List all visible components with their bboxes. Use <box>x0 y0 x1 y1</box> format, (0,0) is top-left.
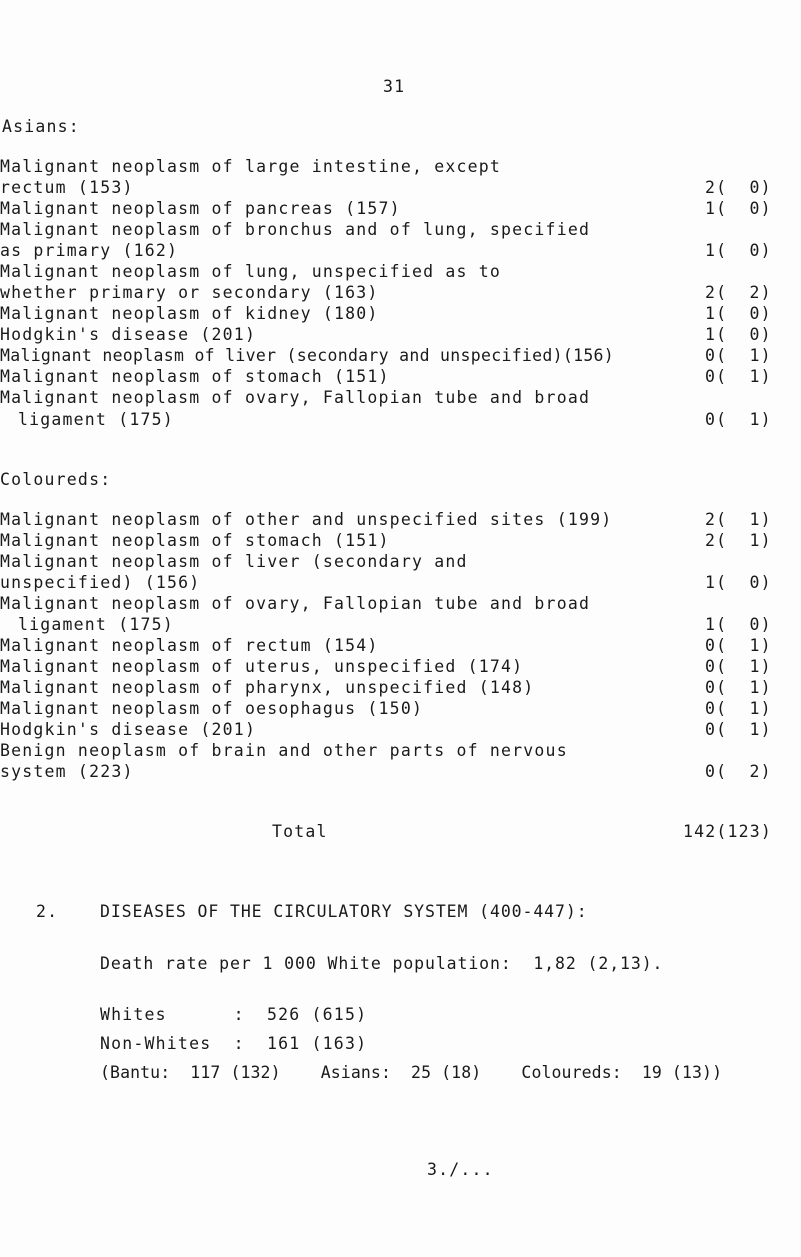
list-item-text: Malignant neoplasm of oesophagus (150) <box>0 699 424 718</box>
list-item-count: 0( 2) <box>705 762 772 781</box>
list-item-text: Malignant neoplasm of liver (secondary and <box>0 552 468 571</box>
page-footer: 3./... <box>427 1160 494 1179</box>
list-item-text: Malignant neoplasm of stomach (151) <box>0 531 390 550</box>
list-item-text: Malignant neoplasm of stomach (151) <box>0 367 390 386</box>
non-whites-line: Non-Whites : 161 (163) <box>100 1034 368 1053</box>
list-item-text: Benign neoplasm of brain and other parts of nervous <box>0 741 568 760</box>
list-item-count: 1( 0) <box>705 241 772 260</box>
list-item-text: Malignant neoplasm of uterus, unspecified (174) <box>0 657 524 676</box>
list-item-text: ligament (175) <box>18 410 174 429</box>
list-item-count: 0( 1) <box>705 657 772 676</box>
section-number: 2. <box>36 902 59 921</box>
list-item-text: system (223) <box>0 762 134 781</box>
list-item-text: Hodgkin's disease (201) <box>0 325 257 344</box>
list-item-text: whether primary or secondary (163) <box>0 283 379 302</box>
asians-heading: Asians: <box>2 117 80 136</box>
list-item-text: Malignant neoplasm of lung, unspecified as to <box>0 262 502 281</box>
list-item-text: Malignant neoplasm of pancreas (157) <box>0 199 401 218</box>
total-label: Total <box>272 822 328 841</box>
list-item-text: Malignant neoplasm of ovary, Fallopian tube and broad <box>0 594 591 613</box>
list-item-text: Malignant neoplasm of ovary, Fallopian tube and broad <box>0 388 591 407</box>
list-item-text: Malignant neoplasm of rectum (154) <box>0 636 379 655</box>
list-item-count: 0( 1) <box>705 346 772 365</box>
section-title: DISEASES OF THE CIRCULATORY SYSTEM (400-447): <box>100 902 588 921</box>
list-item-count: 0( 1) <box>705 410 772 429</box>
list-item-count: 0( 1) <box>705 636 772 655</box>
list-item-text: ligament (175) <box>18 615 174 634</box>
list-item-text: Malignant neoplasm of kidney (180) <box>0 304 379 323</box>
list-item-text: as primary (162) <box>0 241 179 260</box>
list-item-count: 1( 0) <box>705 325 772 344</box>
list-item-count: 1( 0) <box>705 573 772 592</box>
list-item-count: 1( 0) <box>705 304 772 323</box>
list-item-text: Malignant neoplasm of bronchus and of lung, specified <box>0 220 591 239</box>
list-item-text: Malignant neoplasm of pharynx, unspecified (148) <box>0 678 535 697</box>
list-item-text: Malignant neoplasm of large intestine, except <box>0 157 502 176</box>
list-item-count: 0( 1) <box>705 720 772 739</box>
list-item-text: Hodgkin's disease (201) <box>0 720 257 739</box>
list-item-count: 2( 0) <box>705 178 772 197</box>
list-item-text: Malignant neoplasm of other and unspecified sites (199) <box>0 510 613 529</box>
page-number: 31 <box>383 77 406 96</box>
list-item-text: rectum (153) <box>0 178 134 197</box>
list-item-count: 1( 0) <box>705 615 772 634</box>
list-item-count: 0( 1) <box>705 367 772 386</box>
list-item-count: 0( 1) <box>705 678 772 697</box>
coloureds-heading: Coloureds: <box>0 470 112 489</box>
list-item-count: 2( 1) <box>705 531 772 550</box>
total-value: 142(123) <box>683 822 773 841</box>
list-item-count: 2( 1) <box>705 510 772 529</box>
list-item-count: 0( 1) <box>705 699 772 718</box>
death-rate-line: Death rate per 1 000 White population: 1,82 (2,13). <box>100 954 664 973</box>
list-item-count: 2( 2) <box>705 283 772 302</box>
list-item-count: 1( 0) <box>705 199 772 218</box>
breakdown-line: (Bantu: 117 (132) Asians: 25 (18) Coloureds: 19 (13)) <box>100 1063 723 1082</box>
whites-line: Whites : 526 (615) <box>100 1005 368 1024</box>
list-item-text: Malignant neoplasm of liver (secondary and unspecified)(156) <box>0 346 615 365</box>
list-item-text: unspecified) (156) <box>0 573 201 592</box>
